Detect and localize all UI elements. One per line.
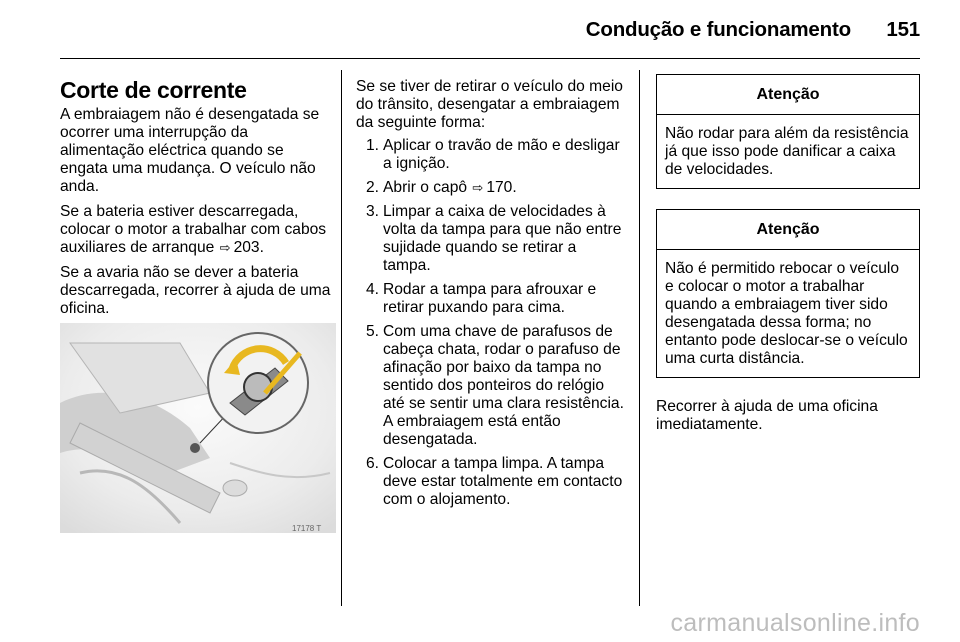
page-reference-link[interactable]: ⇨ 203. [219,239,264,256]
right-column [656,74,920,441]
engine-clutch-illustration [60,323,336,533]
header-rule [60,58,920,59]
warning-title: Atenção [657,75,919,115]
closing-note: Recorrer à ajuda de uma oficina imediatamente. [656,398,878,433]
section-heading: Corte de corrente [60,77,247,103]
step-4: 4. Rodar a tampa para afrouxar e retirar puxando para cima. [366,281,597,316]
warning-body: Não é permitido rebocar o veículo e colocar o motor a trabalhar quando a embraiagem tiver sido desengatada dessa forma; no entanto pode deslocar-se o veículo uma curta distância. [665,260,908,367]
page-reference-link[interactable]: ⇨ 170. [471,179,516,196]
paragraph-intro: A embraiagem não é desengatada se ocorrer uma interrupção da alimentação eléctrica quando se engata uma mudança. O veículo não anda. [60,106,320,195]
step-1: 1. Aplicar o travão de mão e desligar a ignição. [366,137,620,172]
step-6: 6. Colocar a tampa limpa. A tampa deve estar totalmente em contacto com o alojamento. [366,455,623,508]
page-header [586,18,920,42]
middle-column [356,78,628,515]
warning-body: Não rodar para além da resistência já que isso pode danificar a caixa de velocidades. [665,125,909,178]
warning-title: Atenção [657,210,919,250]
step-5: 5. Com uma chave de parafusos de cabeça chata, rodar o parafuso de afinação por baixo da tampa no sentido dos ponteiros do relógio até se sentir uma clara resistência. A embraiagem está então desengatada. [366,323,624,448]
paragraph-battery: Se a bateria estiver descarregada, colocar o motor a trabalhar com cabos auxiliares de arranque ⇨ 203. [60,203,332,257]
step-3: 3. Limpar a caixa de velocidades à volta da tampa para que não entre sujidade quando se retirar a tampa. [366,203,622,274]
warning-box-1 [656,74,920,189]
step-2: 2. Abrir o capô ⇨ 170. [356,179,628,197]
paragraph-workshop: Se a avaria não se dever a bateria descarregada, recorrer à ajuda de uma oficina. [60,264,331,317]
watermark: carmanualsonline.info [670,609,920,637]
column-divider-2 [639,70,640,606]
column-divider-1 [341,70,342,606]
figure-code: 17178 T [292,524,322,533]
warning-box-2 [656,209,920,378]
left-column [60,76,332,325]
procedure-steps [356,137,628,509]
page-number: 151 [886,18,920,41]
procedure-intro: Se se tiver de retirar o veículo do meio do trânsito, desengatar a embraiagem da seguinte forma: [356,78,623,131]
section-title: Condução e funcionamento [585,18,851,41]
